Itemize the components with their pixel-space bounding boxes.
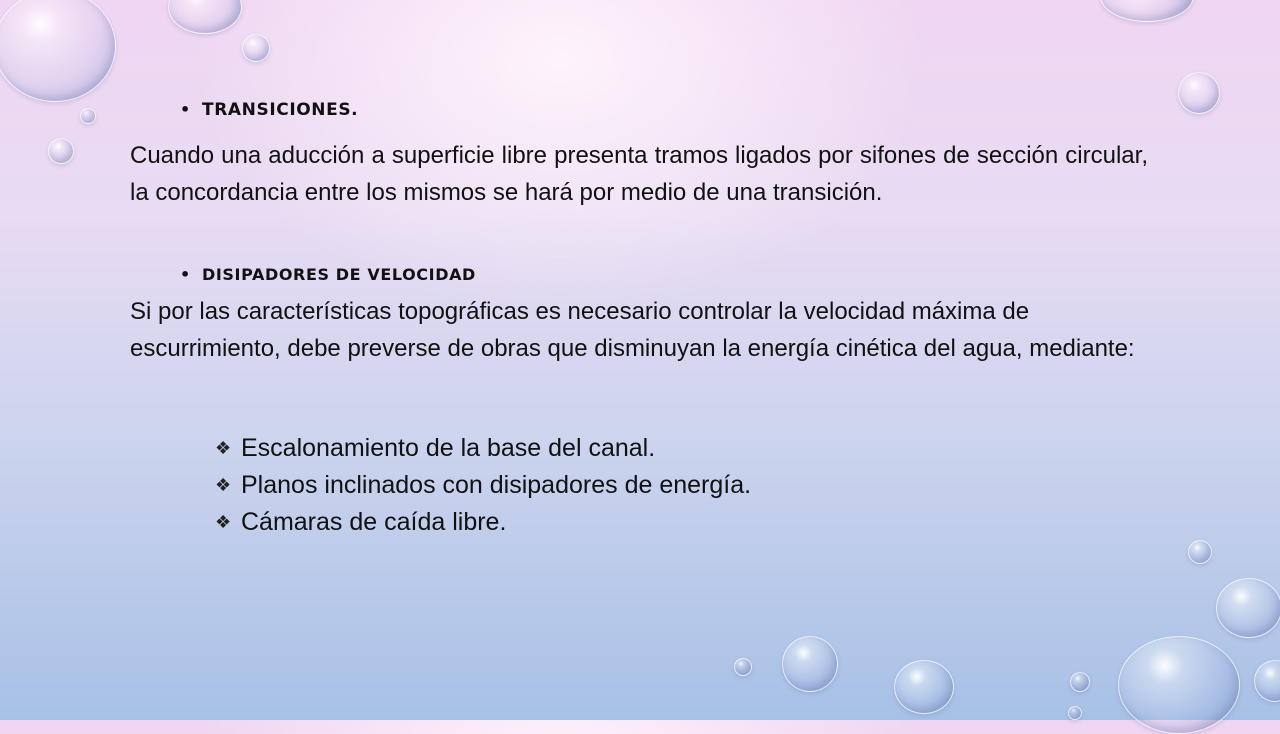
water-drop-decoration [782, 636, 838, 692]
diamond-bullet-icon: ❖ [215, 475, 232, 495]
list-item [215, 504, 751, 541]
water-drop-decoration [48, 138, 74, 164]
list-item-text: Escalonamiento de la base del canal. [241, 434, 656, 462]
paragraph-disipadores: Si por las características topográficas es necesario controlar la velocidad máxima de escurrimiento, debe preverse de obras que disminuyan la energía cinética del agua, mediante: [130, 298, 1135, 362]
bullet-icon: • [180, 265, 191, 284]
water-drop-decoration [242, 34, 270, 62]
water-drop-decoration [1100, 0, 1194, 22]
section-heading-disipadores [180, 265, 476, 284]
water-drop-decoration [0, 0, 116, 102]
water-drop-decoration [734, 658, 752, 676]
water-drop-decoration [1070, 672, 1090, 692]
water-drop-decoration [1178, 72, 1220, 114]
heading-text: DISIPADORES DE VELOCIDAD [202, 265, 476, 284]
list-item [215, 430, 751, 467]
section-heading-transiciones [180, 100, 358, 120]
list-item-text: Cámaras de caída libre. [241, 508, 507, 536]
heading-text: TRANSICIONES. [202, 100, 359, 120]
water-drop-decoration [1118, 636, 1240, 734]
list-item-text: Planos inclinados con disipadores de energía. [241, 471, 752, 499]
method-list [215, 430, 751, 541]
water-drop-decoration [1216, 578, 1280, 638]
water-drop-decoration [1254, 660, 1280, 702]
water-drop-decoration [894, 660, 954, 714]
diamond-bullet-icon: ❖ [215, 512, 232, 532]
paragraph-transiciones: Cuando una aducción a superficie libre presenta tramos ligados por sifones de sección circular, la concordancia entre los mismos se hará por medio de una transición. [130, 142, 1148, 206]
water-drop-decoration [1188, 540, 1212, 564]
water-drop-decoration [80, 108, 96, 124]
diamond-bullet-icon: ❖ [215, 438, 232, 458]
water-drop-decoration [1068, 706, 1082, 720]
bullet-icon: • [180, 100, 191, 119]
list-item [215, 467, 751, 504]
water-drop-decoration [168, 0, 242, 34]
